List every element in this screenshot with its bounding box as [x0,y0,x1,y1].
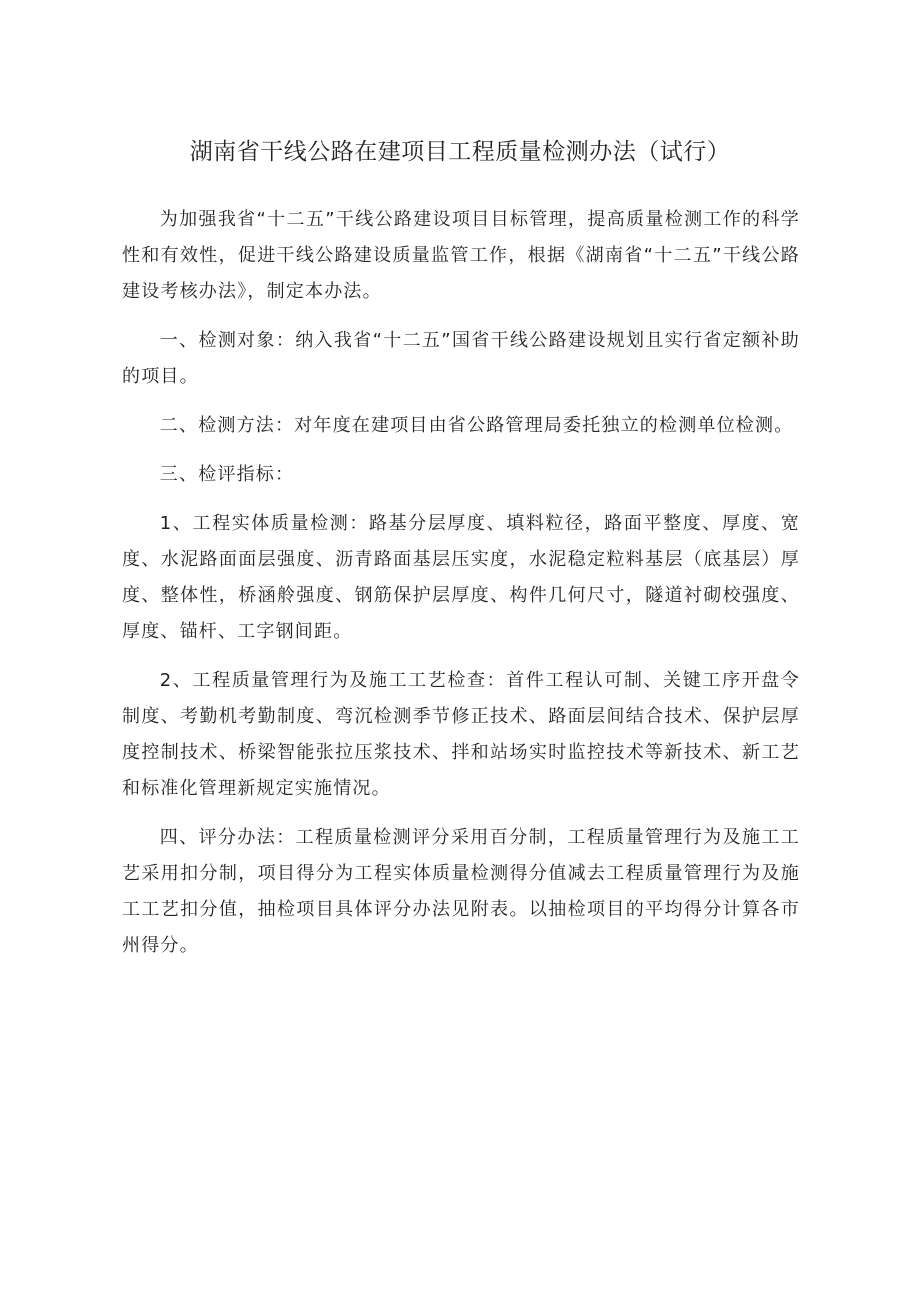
paragraph-preamble: 为加强我省“十二五”干线公路建设项目目标管理，提高质量检测工作的科学性和有效性，促进干线公路建设质量监管工作，根据《湖南省“十二五”干线公路建设考核办法》，制定本办法。 [122,209,800,302]
document-body [122,202,800,977]
paragraph-inspection-target: 一、检测对象：纳入我省“十二五”国省干线公路建设规划且实行省定额补助的项目。 [122,330,800,387]
paragraph-evaluation-indicators: 三、检评指标： [159,464,295,485]
paragraph-physical-quality: 1、工程实体质量检测：路基分层厚度、填料粒径，路面平整度、厚度、宽度、水泥路面面层强度、沥青路面基层压实度，水泥稳定粒料基层（底基层）厚度、整体性，桥涵舲强度、钢筋保护层厚度、构件几何尺寸，隧道衬砌校强度、厚度、锚杆、工字钢间距。 [122,513,800,642]
paragraph-management-behavior: 2、工程质量管理行为及施工工艺检查：首件工程认可制、关键工序开盘令制度、考勤机考勤制度、弯沉检测季节修正技术、路面层间结合技术、保护层厚度控制技术、桥梁智能张拉压浆技术、拌和站场实时监控技术等新技术、新工艺和标准化管理新规定实施情况。 [122,670,800,799]
document-title: 湖南省干线公路在建项目工程质量检测办法（试行） [189,139,731,165]
paragraph-scoring-method: 四、评分办法：工程质量检测评分采用百分制，工程质量管理行为及施工工艺采用扣分制，项目得分为工程实体质量检测得分值减去工程质量管理行为及施工工艺扣分值，抽检项目具体评分办法见附表。以抽检项目的平均得分计算各市州得分。 [122,827,800,956]
paragraph-inspection-method: 二、检测方法：对年度在建项目由省公路管理局委托独立的检测单位检测。 [159,415,794,436]
